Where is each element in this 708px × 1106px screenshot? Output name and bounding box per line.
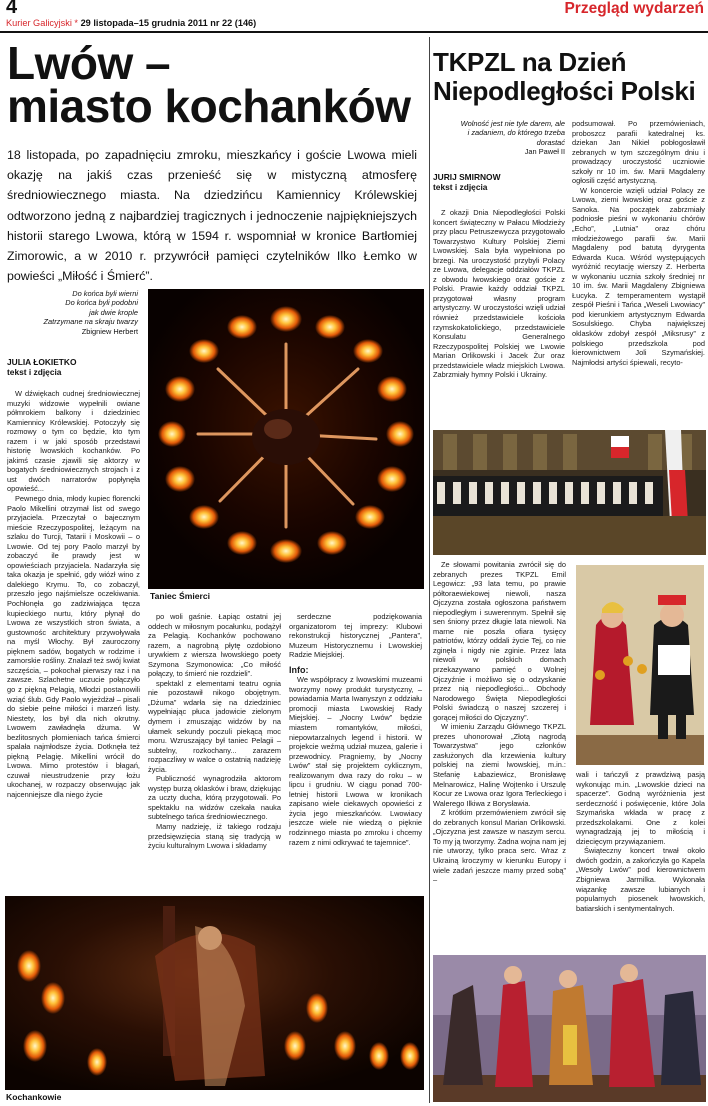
byline-name: JULIA ŁOKIETKO	[7, 357, 77, 367]
left-lead: 18 listopada, po zapadnięciu zmroku, mieszkańcy i goście Lwowa mieli okazję na jakiś czas przenieść się w mistyczną atmosferę średniowiecznego miasta. Na dziedzińcu Kamiennicy Królewskiej odtworzono jedną z najbardziej tragicznych i jednoczenie najpiękniejszych historii starego Lwowa, którą w 1594 r. wspomniał w kronice Bartłomiej Zimorowic, a w 2010 r. przywrócił pamięci czytelników Ilko Łemko w powieści „Miłość i Śmierć”.	[7, 148, 417, 284]
paragraph: Z okazji Dnia Niepodległości Polski koncert świąteczny w Pałacu Młodzieży przy placu Petruszewycza przygotowało Towarzystwo Kultury Polskiej Ziemi Lwowskiej. Sala była wypełniona po brzegi. Na uroczystość przybyli Polacy ze Lwowa, delegacje oddziałów TKPZL z obwodu lwowskiego oraz goście z Polski. Prawie każdy oddział TKPZL przygotował własny program artystyczny. W uroczystości wzięli udział również przedstawiciele kościoła rzymskokatolickiego, przedstawiciele Konsulatu Generalnego Rzeczypospolitej Polskiej we Lwowie Marian Orlikowski i Jacek Żur oraz przedstawiciele władz miejskich Lwowa. Zabrzmiały hymny Polski i Ukrainy.	[433, 208, 565, 380]
paragraph: Z krótkim przemówieniem zwrócił się do zebranych konsul Marian Orlikowski. „Ojczyzna jest zawsze w naszym sercu. To my ją tworzymy. Żadna wojna nam jej nie utworzy, tylko praca serc. Wraz z Ukrainą kroczymy w kierunku Europy i wiele zadań jeszcze mamy przed sobą” –	[433, 808, 566, 885]
children-image	[576, 565, 704, 765]
right-byline	[433, 172, 565, 192]
byline-name: JURIJ SMIRNOW	[433, 172, 501, 182]
fire-dance-photo	[148, 289, 424, 589]
epigraph-line: dorastać	[536, 137, 565, 147]
epigraph-line: Wolność jest nie tyle darem, ale	[460, 119, 565, 128]
paragraph: wali i tańczyli z prawdziwą pasją wykonując m.in. „Lwowskie dzieci na spacerze”. Godną wyróżnienia jest serdeczność i poświęcenie, które Jola Szymańska wkłada w pracę z przedszkolakami. One z kolei wynagradzają jej to miłością i dziecięcym przywiązaniem.	[576, 770, 705, 846]
paragraph: We współpracy z lwowskimi muzeami tworzymy nowy produkt turystyczny, – powiadamia Marta Iwanyszyn z oddziału promocji miasta Lwowskiej Rady Miejskiej. – „Nocny Lwów” będzie miastem romantyków, miłości, niepowtarzalnych legend i historii. W projekcie weźmą udział muzea, galerie i przewodnicy. Pragniemy, by „Nocny Lwów” stał się projektem cyklicznym, realizowanym dwa razy do roku – w lipcu i grudniu. W ciągu ponad 700-letniej historii Lwowa w kronikach zapisano wiele ciekawych opowieści z życia jego mieszkańców. Lwowiacy jeszcze wiele nie wiedzą o pięknie rodzinnego miasta po zmroku i chcemy razem z nimi odkrywać te tajemnice”.	[289, 675, 422, 847]
byline-role: tekst i zdjęcia	[433, 182, 488, 192]
paragraph: Mamy nadzieję, iż takiego rodzaju przedsięwzięcia staną się tradycją w życiu kulturalnym Lwowa i składamy	[148, 822, 281, 851]
paragraph: Pewnego dnia, młody kupiec florencki Paolo Mikellini otrzymał list od swego przyjaciela. Przeczytał o bajecznym mieście Rzeczypospolitej, leżącym na szlaku do Turcji, Tatarii i Moskowii – o Lwowie. Od tej pory Paolo marzył by zobaczyć ile prawdy jest w opowieściach przyjaciela. Nadarzyła się taka okazja je spełnić, gdy wiózł wino z dalekiego Krymu. To, co zobaczył, przeszło jego najśmielsze oczekiwania. Pochłonęła go zadziwiająca tęcza kupieckiego nurtu, który płynął do Lwowa ze wszystkich stron świata, a gustownośc architektury przywoływała na myśl Włochy. Był zauroczony pięknem sadów, bogatych w rodzime i zamorskie rośliny. Znalazł też swój kwiat szczęścia, – pokochał pierwszy raz i na zawsze. Szlachetne uczucie połączyło go z piękną Pelagią, Młodzi postanowili wziąć ślub. Gdy Paolo wyjeżdżał – pisali do siebie pełne miłości i marzeń listy. Niestety, los był dla nich okrutny. Lwowem zawładnęła dżuma. W bezlitosnych płomieniach tańca śmierci spalała najmłodsze życia. Dotknęła też piękną Pelagię. Mikellini wrócił do Lwowa. Mimo protestów i błagań, czuwał nieustrudzenie przy łożu ukochanej, w rozpaczy obserwując jak najcenniejsze dla niego życie	[7, 494, 140, 799]
paragraph: W imieniu Zarządu Głównego TKPZL prezes uhonorował „Złotą nagrodą Towarzystwa” jego członków zasłużonych dla krzewienia kultury polskiej na ziemi lwowskiej, m.in.: Stefanię Łabaziewicz, Bronisławę Melnarowicz, Halinę Wojtenko i Urszulę Kocur ze Lwowa oraz Igora Terleckiego i Walerego Ilkiwa z Borysławia.	[433, 722, 566, 808]
right-col-1	[433, 208, 565, 426]
paragraph: Publiczność wynagrodziła aktorom występ burzą oklasków i braw, dziękując za uczty ducha, którą przygotowali. Po spektaklu na widzów czekała nauka subtelnego tańca średniowiecznego.	[148, 774, 281, 822]
title-line-1: TKPZL na Dzień	[433, 47, 627, 77]
right-article-title	[433, 48, 708, 106]
lovers-image	[5, 896, 424, 1090]
poem-line: jak dwie krople	[89, 307, 138, 317]
title-line-2: Niepodległości Polski	[433, 76, 696, 106]
title-line-1: Lwów –	[7, 37, 171, 89]
dancers-photo	[433, 955, 706, 1102]
paragraph: podsumował. Po przemówieniach, proboszcz parafii katedralnej ks. dziekan Jan Nikiel pobłogosławił zebranych w tym szczególnym dniu i prowadzący uroczystość uczniowie szkoły nr 10 im. św. Marii Magdaleny ogłosili część artystyczną.	[572, 119, 705, 186]
caption-lovers: Kochankowie	[6, 1092, 62, 1102]
paragraph: W koncercie wzięli udział Polacy ze Lwowa, ziemi lwowskiej oraz goście z Sanoka. Na początek zabrzmiały podniosłe pieśni w wykonaniu chórów „Echo”, „Lutnia” oraz chóru młodzieżowego parafii św. Marii Magdaleny pod batutą dyrygenta Edwarda Kuca. Wśród występujących wyróżnić recytację wierszy Z. Herberta w wykonaniu ucznia szkoły średniej nr 10 im. św. Marii Magdaleny Zbigniewa Łucyka. Z temperamentem wystąpił zespół Pieśni i Tańca „Weseli Lwowiacy” pod kierunkiem artystycznym Edwarda Sosulskiego. Chyba największej oklasków zdobył zespół „Miksrusy” z polskiego przedszkola pod kierownictwem Joli Szymańskiej. Najmłodsi artyści śpiewali, recyto-	[572, 185, 705, 367]
column-divider	[429, 37, 430, 1103]
section-title: Przegląd wydarzeń	[564, 0, 704, 17]
left-col-2	[148, 612, 281, 888]
issue-date: 29 listopada–15 grudnia 2011 nr 22 (146)	[80, 18, 257, 28]
page-number: 4	[6, 0, 18, 18]
poem-author: Zbigniew Herbert	[81, 326, 138, 336]
header-rule	[0, 31, 708, 33]
poem-line: Do końca byli podobni	[65, 298, 138, 308]
paragraph: W dźwiękach cudnej średniowiecznej muzyki widzowie wypełnili owiane półmrokiem balkony i dziedziniec Kamiennicy Królewskiej. Potoczyły się rozmowy o tym co będzie, kto tym razem i w jaki sposób przedstawi historię lwowskich kochanków. Po jakimś czasie zjawili się aktorzy w bogatych średniowiecznych strojach i z ust dwóch narratorów popłynęła opowieść...	[7, 389, 140, 494]
title-line-2: miasto kochanków	[7, 80, 411, 132]
page-header	[0, 0, 708, 34]
poem-line: Zatrzymane na skraju twarzy	[43, 317, 138, 327]
left-col-3	[289, 612, 422, 888]
choir-photo	[433, 430, 706, 555]
paragraph: spektakl z elementami teatru ognia nie pozostawił nikogo obojętnym. „Dżuma” wdarła się na dziedziniec wypełniając płuca jadowicie zielonym dymem i zmuszając widzów by na ułamek sekundy poczuli piekącą moc moru. Wzruszający był taniec Pelagii – subtelny, rozkochany... zarazem rozpaczliwy w walce o ostatnią nadzieję życia.	[148, 678, 281, 774]
epigraph	[433, 119, 565, 157]
header-publication	[6, 18, 256, 28]
children-photo	[576, 565, 704, 765]
choir-image	[433, 430, 706, 555]
epigraph-author: Jan Paweł II	[524, 147, 565, 157]
info-heading: Info:	[289, 664, 309, 675]
left-byline	[7, 357, 140, 377]
right-col-3	[433, 560, 566, 952]
right-col-2	[572, 119, 705, 427]
lovers-photo	[5, 896, 424, 1090]
publication-name: Kurier Galicyjski	[6, 18, 72, 28]
header-separator: *	[74, 18, 78, 28]
paragraph: po woli gaśnie. Łapiąc ostatni jej oddech w miłosnym pocałunku, podążył za Pelagią. Kochanków pochowano razem, a nagrobną płytę ozdobiono urywkiem z wiersza lwowskiego poety Szymona Szymonowica: „Co miłość połączy, to śmierć nie rozdzieli”.	[148, 612, 281, 679]
byline-role: tekst i zdjęcia	[7, 367, 62, 377]
left-col-1	[7, 389, 140, 887]
caption-fire-dance: Taniec Śmierci	[150, 591, 211, 601]
dancers-image	[433, 955, 706, 1102]
right-col-4	[576, 770, 705, 952]
fire-dance-image	[148, 289, 424, 589]
paragraph: serdeczne podziękowania organizatorom tej imprezy: Klubowi rekonstrukcji historycznej „Pantera”, Muzeum Historycznemu i Lwowskiej Radzie Miejskiej.	[289, 612, 422, 660]
paragraph: Świąteczny koncert trwał około dwóch godzin, a zakończyła go Kapela „Wesoły Lwów” pod kierownictwem Zbigniewa Jarmilka. Wykonała wiązankę zawsze lubianych i popularnych piosenek lwowskich, batiarskich i sentymentalnych.	[576, 846, 705, 913]
poem-line: Do końca byli wierni	[72, 289, 138, 298]
epigraph-line: i zadaniem, do którego trzeba	[467, 128, 565, 138]
poem	[5, 289, 138, 336]
left-article-title	[7, 37, 427, 132]
paragraph: Ze słowami powitania zwrócił się do zebranych prezes TKPZL Emil Legowicz: „93 lata temu, po prawie półtoraewiekowej niewoli, nasza Ojczyzna została ogłoszona państwem niepodległym i suwerennym. Spełnił się sen śniony przez długie lata niewoli. Na marne nie poszła ofiara tysięcy patriotów, którzy oddali życie Tej, co nie zginęła i nigdy nie zginie. Przez lata niewoli w polskich domach przekazywano pamięć o Wolnej Ojczyźnie i możliwo się o odzyskanie przez nią niepodległości... Obchody Narodowego Święta Niepodległości Polski świadczą o naszej szczerej i gorącej miłości do Ojczyzny”.	[433, 560, 566, 722]
